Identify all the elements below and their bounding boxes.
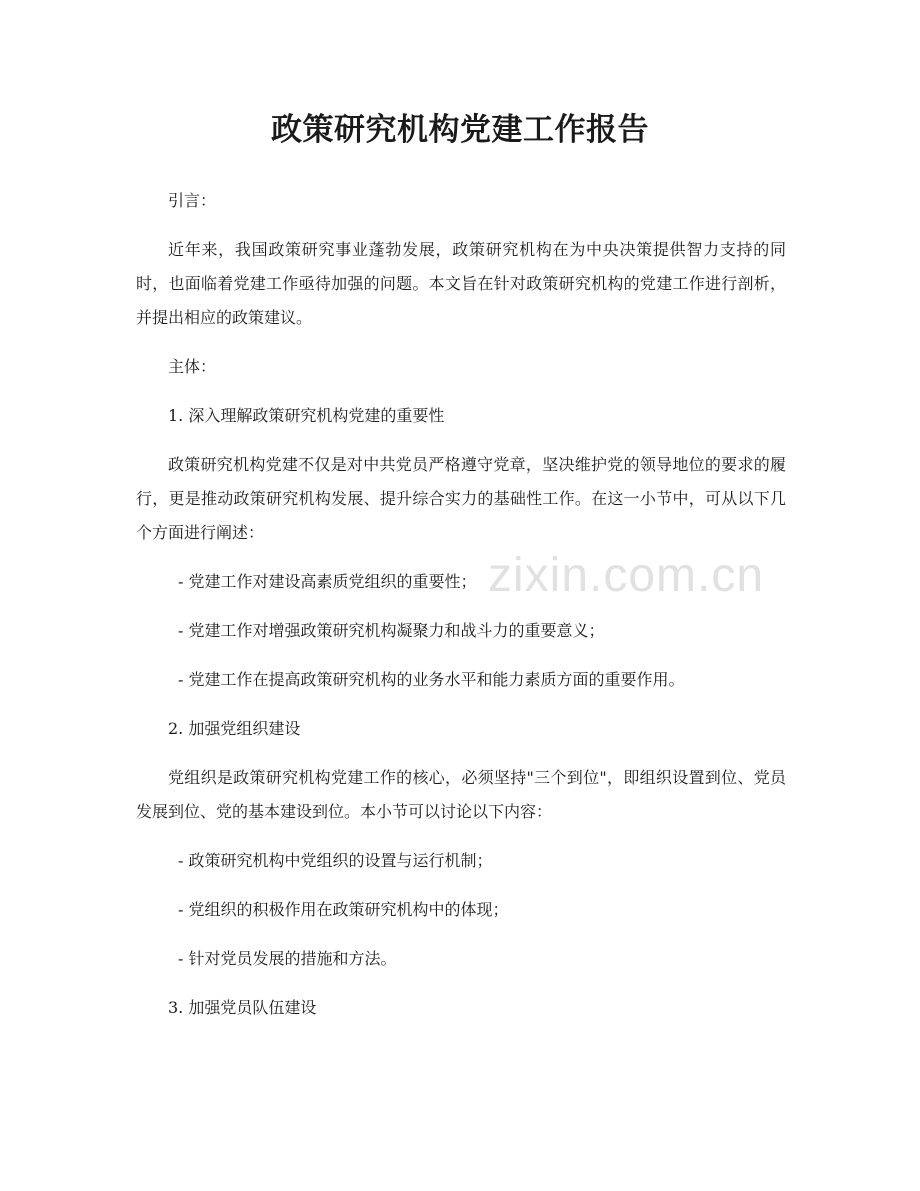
section-1-bullet: - 党建工作对增强政策研究机构凝聚力和战斗力的重要意义； xyxy=(178,621,605,640)
intro-paragraph: 近年来，我国政策研究事业蓬勃发展，政策研究机构在为中央决策提供智力支持的同时，也面临着党建工作亟待加强的问题。本文旨在针对政策研究机构的党建工作进行剖析，并提出相应的政策建议。 xyxy=(136,240,786,327)
section-1-bullet: - 党建工作对建设高素质党组织的重要性； xyxy=(178,572,477,591)
body-heading: 主体： xyxy=(168,357,217,376)
document-body xyxy=(136,184,786,1040)
section-2-paragraph: 党组织是政策研究机构党建工作的核心，必须坚持"三个到位"，即组织设置到位、党员发展到位、党的基本建设到位。本小节可以讨论以下内容： xyxy=(136,768,786,821)
section-2-bullet: - 针对党员发展的措施和方法。 xyxy=(178,949,397,968)
section-1-heading: 1. 深入理解政策研究机构党建的重要性 xyxy=(168,406,445,425)
section-2-bullet: - 政策研究机构中党组织的设置与运行机制； xyxy=(178,851,493,870)
intro-heading: 引言： xyxy=(168,191,217,210)
section-1-paragraph: 政策研究机构党建不仅是对中共党员严格遵守党章，坚决维护党的领导地位的要求的履行，更是推动政策研究机构发展、提升综合实力的基础性工作。在这一小节中，可从以下几个方面进行阐述： xyxy=(136,455,786,542)
watermark: zixin.com.cn xyxy=(488,549,765,602)
section-3-heading: 3. 加强党员队伍建设 xyxy=(168,998,317,1017)
document-title: 政策研究机构党建工作报告 xyxy=(271,112,649,148)
section-2-bullet: - 党组织的积极作用在政策研究机构中的体现； xyxy=(178,900,509,919)
section-1-bullet: - 党建工作在提高政策研究机构的业务水平和能力素质方面的重要作用。 xyxy=(178,670,685,689)
section-2-heading: 2. 加强党组织建设 xyxy=(168,719,301,738)
